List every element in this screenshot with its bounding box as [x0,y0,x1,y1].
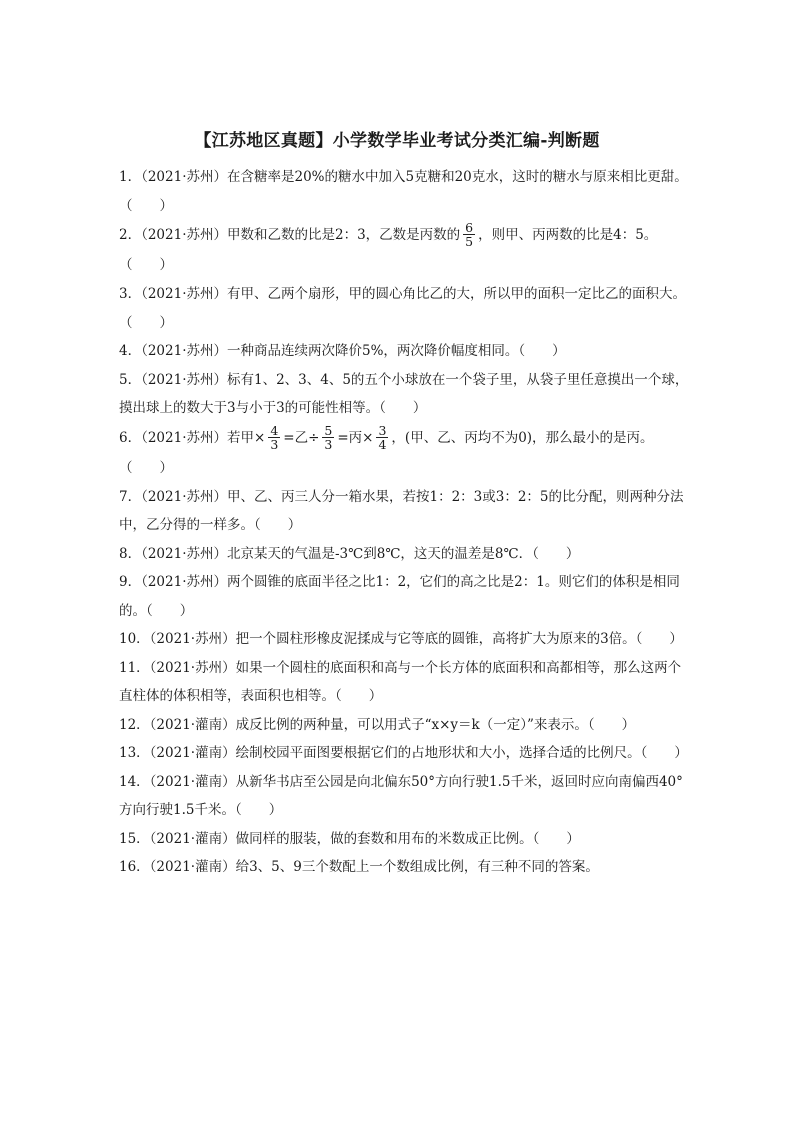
fraction-six-fifths: $\frac{6}{5}$ [465,220,474,249]
question-13: 13．（2021·灌南）绘制校园平面图要根据它们的占地形状和大小，选择合适的比例尺。（ ） [119,745,688,761]
question-list [119,163,689,882]
fraction-five-thirds: $\frac{5}{3}$ [324,422,333,452]
question-3: 3．（2021·苏州）有甲、乙两个扇形，甲的圆心角比乙的大，所以甲的面积一定比乙的面积大。（ ） [119,286,686,331]
question-1: 1．（2021·苏州）在含糖率是20%的糖水中加入5克糖和20克水，这时的糖水与原来相比更甜。（ ） [119,169,688,214]
question-9: 9．（2021·苏州）两个圆锥的底面半径之比1：2，它们的高之比是2：1。则它们的体积是相同的。（ ） [119,574,680,619]
fraction-four-thirds: $\frac{4}{3}$ [270,422,279,452]
question-8: 8．（2021·苏州）北京某天的气温是-3℃到8℃，这天的温差是8℃．（ ） [119,545,580,562]
question-14: 14．（2021·灌南）从新华书店至公园是向北偏东50°方向行驶1.5千米，返回时应向南偏西40°方向行驶1.5千米。（ ） [119,773,683,818]
question-2-pre: 2．（2021·苏州）甲数和乙数的比是2：3，乙数是丙数的 [119,227,461,243]
fraction-three-quarters: $\frac{3}{4}$ [378,422,387,452]
page-title: 【江苏地区真题】小学数学毕业考试分类汇编-判断题 [194,131,600,151]
question-15: 15．（2021·灌南）做同样的服装，做的套数和用布的米数成正比例。（ ） [119,830,580,847]
question-16: 16．（2021·灌南）给3、5、9三个数配上一个数组成比例，有三种不同的答案。 [119,859,599,875]
question-5: 5．（2021·苏州）标有1、2、3、4、5的五个小球放在一个袋子里，从袋子里任意摸出一个球，摸出球上的数大于3与小于3的可能性相等。（ ） [119,371,689,416]
question-7: 7．（2021·苏州）甲、乙、丙三人分一箱水果，若按1：2：3或3：2：5的比分配，则两种分法中，乙分得的一样多。（ ） [119,488,684,533]
question-10: 10．（2021·苏州）把一个圆柱形橡皮泥揉成与它等底的圆锥，高将扩大为原来的3倍。（ ） [119,631,683,647]
question-11: 11．（2021·苏州）如果一个圆柱的底面积和高与一个长方体的底面积和高都相等，那么这两个直柱体的体积相等，表面积也相等。（ ） [119,659,682,704]
question-2 [119,220,689,280]
question-2-post: ，则甲、丙两数的比是4：5。（ ） [119,227,658,273]
question-4: 4．（2021·苏州）一种商品连续两次降价5%，两次降价幅度相同。（ ） [119,343,566,359]
question-6: 6．（2021·苏州）若甲× $\frac{4}{3}$ =乙÷ $\frac{5}{3}$ =丙× $\frac{3}{4}$ ，(甲、乙、丙均不为0)，那么最小的是丙。（ ） [119,422,654,476]
question-12: 12．（2021·灌南）成反比例的两种量，可以用式子“x×y＝k（一定）”来表示。（ ） [119,716,636,733]
